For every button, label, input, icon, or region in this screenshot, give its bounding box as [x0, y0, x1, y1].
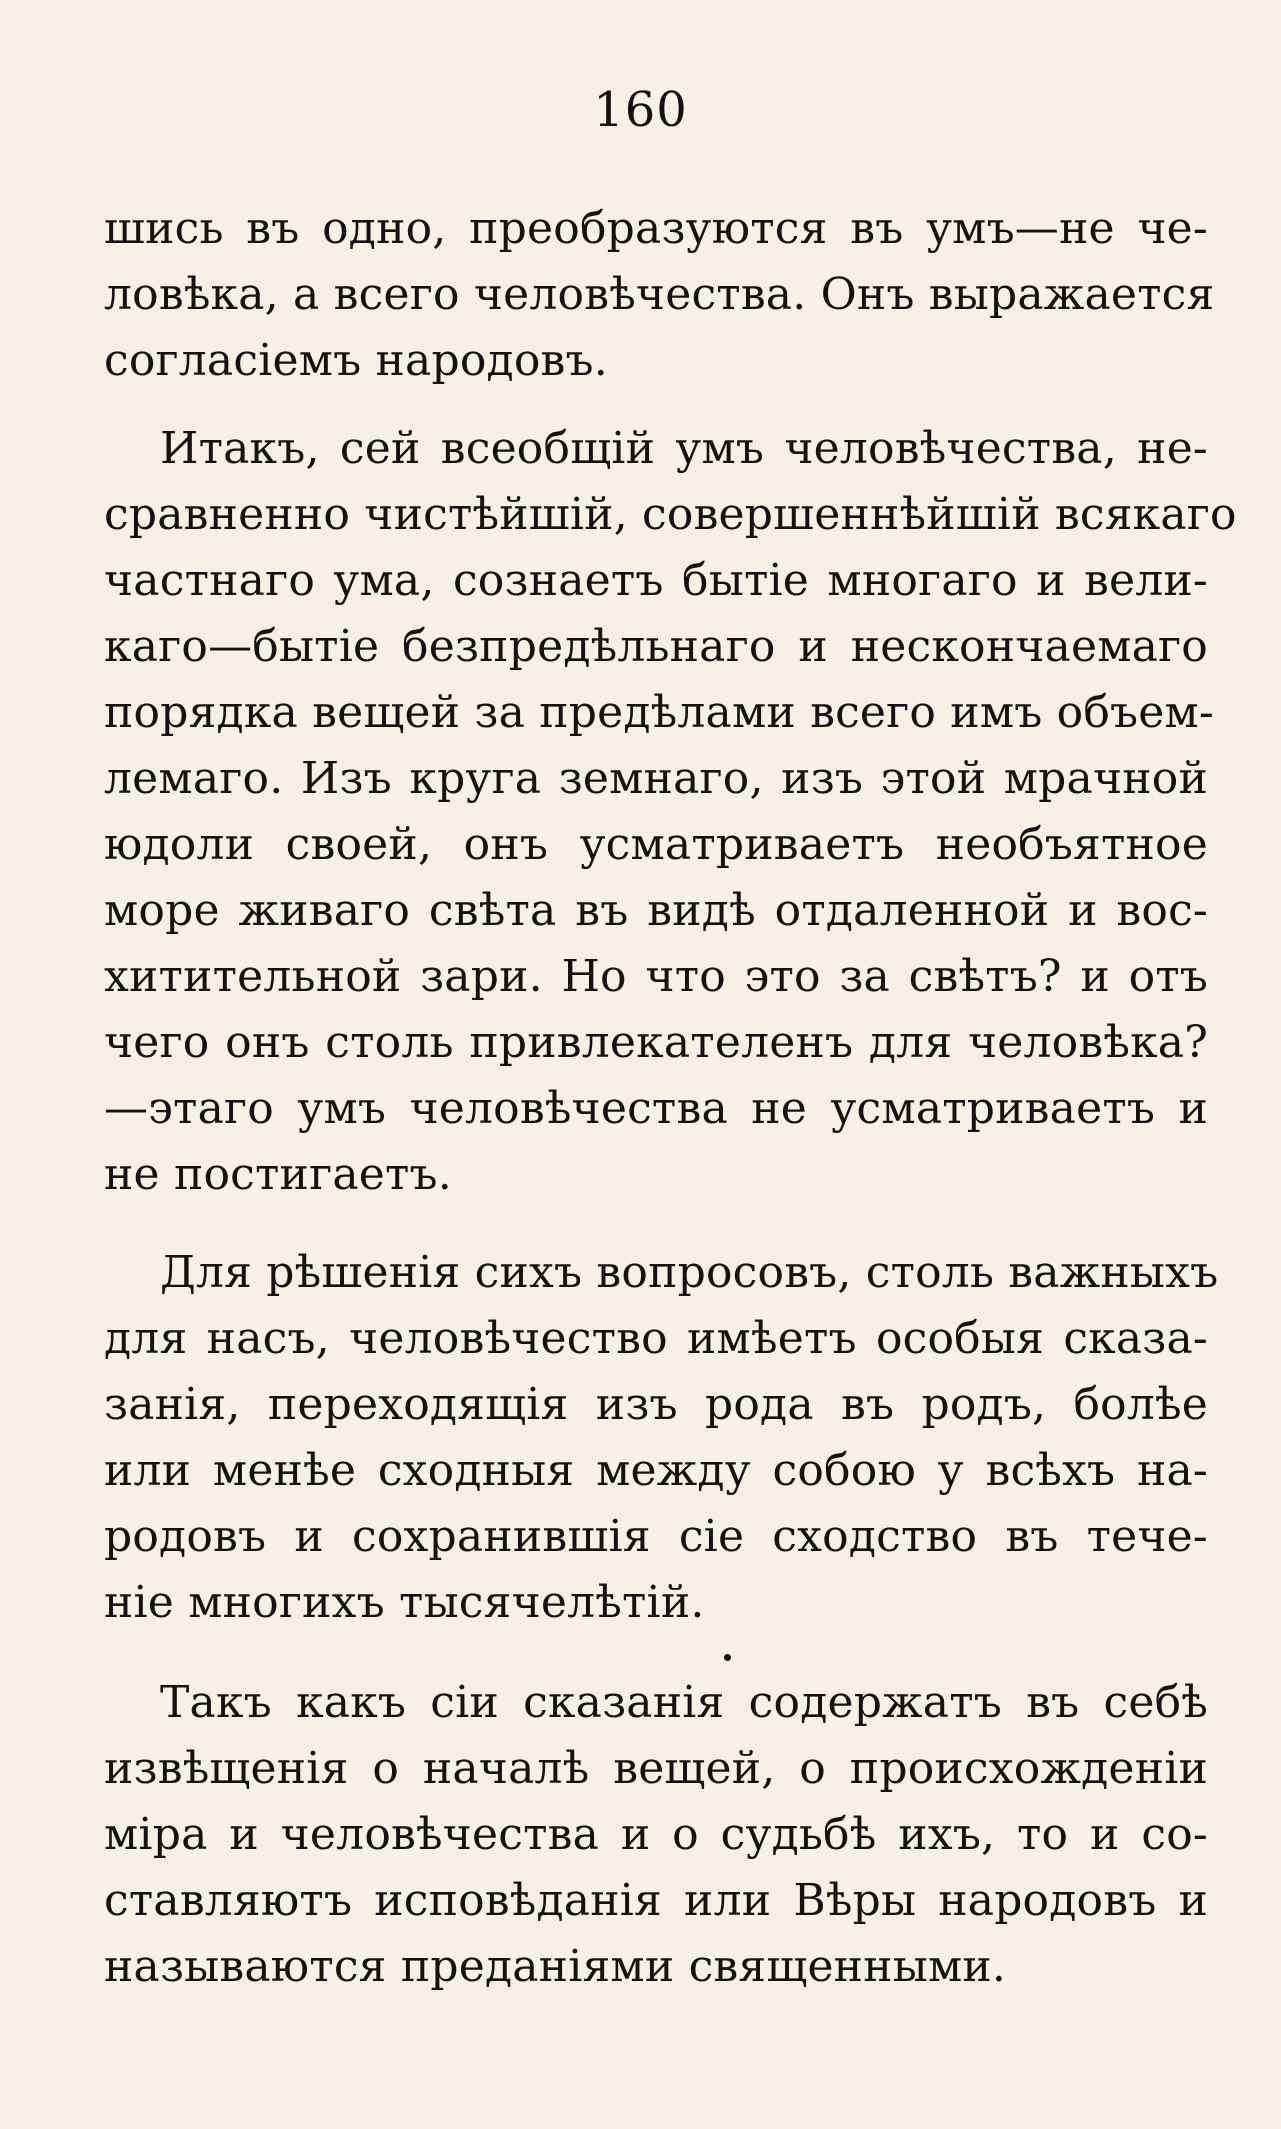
paragraph-2	[104, 416, 1237, 1208]
paragraph-4	[104, 1670, 1208, 2000]
text-line: шись въ одно, преобразуются въ умъ—не че-	[104, 203, 1208, 254]
text-line: море живаго свѣта въ видѣ отдаленной и вос-	[104, 885, 1208, 936]
text-line: лемаго. Изъ круга земнаго, изъ этой мрачной	[104, 753, 1208, 804]
paragraph-1	[104, 196, 1215, 394]
text-line: согласіемъ народовъ.	[104, 335, 608, 386]
text-line: чего онъ столь привлекателенъ для человѣка?	[104, 1017, 1208, 1068]
text-line: называются преданіями священными.	[104, 1941, 1007, 1992]
text-line: каго—бытіе безпредѣльнаго и нескончаемаго	[104, 621, 1208, 672]
text-line: ніе многихъ тысячелѣтій.	[104, 1577, 705, 1628]
text-line: для насъ, человѣчество имѣетъ особыя сказа-	[104, 1313, 1208, 1364]
text-line: —этаго умъ человѣчества не усматриваетъ и	[104, 1083, 1208, 1134]
text-line: частнаго ума, сознаетъ бытіе многаго и вели-	[104, 555, 1208, 606]
text-line: хитительной зари. Но что это за свѣтъ? и отъ	[104, 951, 1208, 1002]
text-line: міра и человѣчества и о судьбѣ ихъ, то и со-	[104, 1809, 1208, 1860]
text-line: или менѣе сходныя между собою у всѣхъ на-	[104, 1445, 1208, 1496]
paragraph-3	[104, 1240, 1219, 1636]
text-line: родовъ и сохранившія сіе сходство въ тече-	[104, 1511, 1208, 1562]
text-line: Итакъ, сей всеобщій умъ человѣчества, не-	[160, 423, 1208, 474]
text-line: не постигаетъ.	[104, 1149, 452, 1200]
page-number: 160	[593, 82, 688, 138]
ornament-dot	[724, 1654, 731, 1661]
text-line: ловѣка, а всего человѣчества. Онъ выражается	[104, 269, 1215, 320]
text-line: порядка вещей за предѣлами всего имъ объем-	[104, 687, 1214, 738]
text-line: Такъ какъ сіи сказанія содержатъ въ себѣ	[160, 1677, 1208, 1728]
text-line: сравненно чистѣйшій, совершеннѣйшій всякаго	[104, 489, 1237, 540]
text-line: занія, переходящія изъ рода въ родъ, болѣе	[104, 1379, 1208, 1430]
text-line: Для рѣшенія сихъ вопросовъ, столь важныхъ	[160, 1247, 1219, 1298]
text-line: ставляютъ исповѣданія или Вѣры народовъ и	[104, 1875, 1208, 1926]
text-line: извѣщенія о началѣ вещей, о происхожденіи	[104, 1743, 1208, 1794]
text-line: юдоли своей, онъ усматриваетъ необъятное	[104, 819, 1208, 870]
